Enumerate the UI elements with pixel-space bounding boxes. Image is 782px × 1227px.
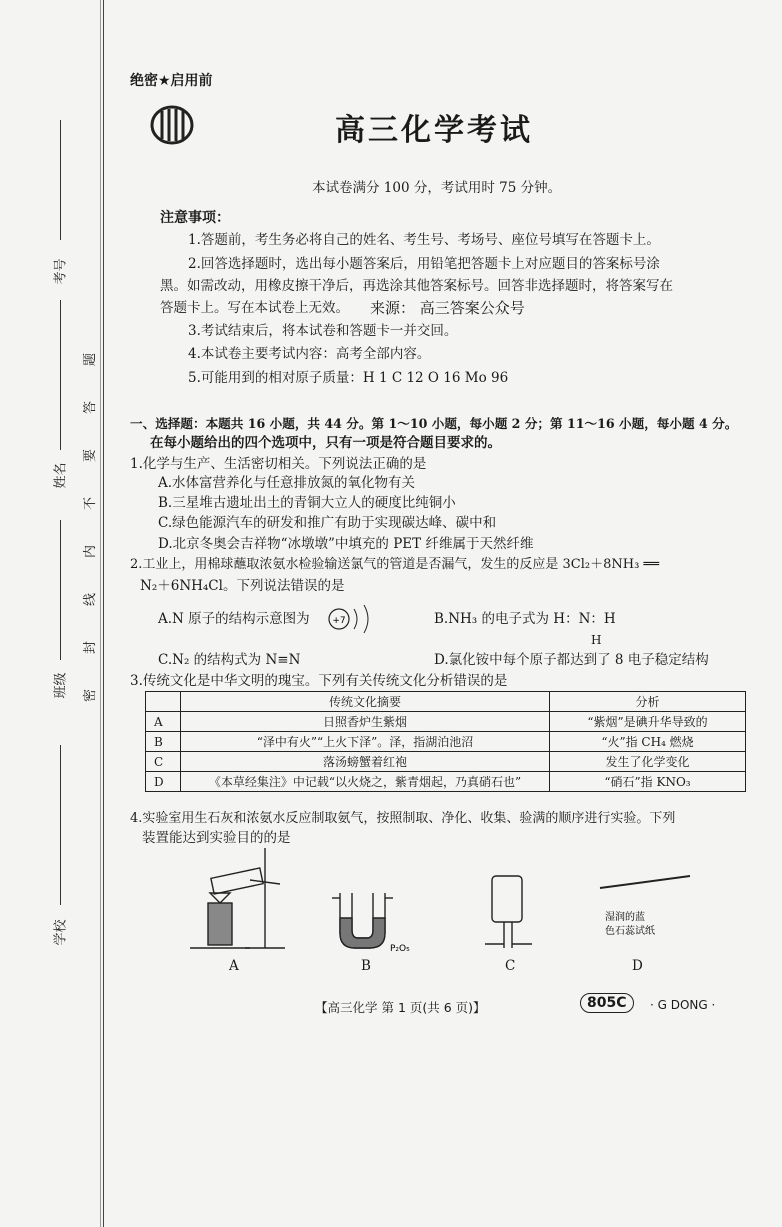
- logo-icon: [148, 103, 196, 147]
- table-cell: B: [146, 732, 181, 752]
- apparatus-d: [600, 876, 690, 888]
- notes-heading: 注意事项：: [160, 210, 230, 226]
- field-exam-no-line[interactable]: [60, 120, 61, 240]
- field-label-name: 姓名: [53, 462, 69, 489]
- apparatus-a: [190, 848, 285, 948]
- table-cell: A: [146, 712, 181, 732]
- question-1-option: C.绿色能源汽车的研发和推广有助于实现碳达峰、碳中和: [158, 515, 497, 531]
- table-cell: “硝石”指 KNO₃: [550, 772, 746, 792]
- seal-char: 封: [83, 640, 99, 655]
- table-row: [146, 752, 746, 772]
- question-2-option-c: C.N₂ 的结构式为 N≡N: [158, 652, 301, 668]
- watermark-text: 来源： 高三答案公众号: [370, 299, 525, 317]
- page-title: 高三化学考试: [335, 113, 533, 148]
- exam-meta: 本试卷满分 100 分，考试用时 75 分钟。: [312, 180, 562, 196]
- question-2-stem: 2.工业上，用棉球蘸取浓氨水检验输送氯气的管道是否漏气，发生的反应是 3Cl₂＋8NH₃ ══: [130, 557, 660, 572]
- brand-mark: · G DONG ·: [650, 998, 716, 1012]
- table-row: [146, 732, 746, 752]
- note-item: 4.本试卷主要考试内容：高考全部内容。: [188, 346, 431, 362]
- field-label-school: 学校: [53, 919, 69, 946]
- seal-char: 内: [83, 544, 99, 559]
- atom-structure-diagram: [326, 603, 376, 635]
- apparatus-label-b: B: [361, 958, 371, 974]
- electron-formula-h: H: [591, 633, 602, 647]
- field-label-class: 班级: [53, 672, 69, 699]
- seal-char: 线: [83, 592, 99, 607]
- seal-char: 题: [83, 352, 99, 367]
- field-name-line[interactable]: [60, 300, 61, 450]
- question-2-option-a: A.N 原子的结构示意图为: [158, 611, 310, 627]
- p2o5-label: P₂O₅: [390, 944, 410, 953]
- question-1-option: D.北京冬奥会吉祥物“冰墩墩”中填充的 PET 纤维属于天然纤维: [158, 536, 534, 552]
- note-item: 答题卡上。写在本试卷上无效。: [160, 300, 349, 316]
- apparatus-b: [332, 893, 393, 948]
- seal-char: 密: [83, 688, 99, 703]
- table-cell: D: [146, 772, 181, 792]
- table-cell: “紫烟”是碘升华导致的: [550, 712, 746, 732]
- table-cell: 发生了化学变化: [550, 752, 746, 772]
- binding-line: [103, 0, 104, 1227]
- note-item: 5.可能用到的相对原子质量：H 1 C 12 O 16 Mo 96: [188, 370, 509, 386]
- table-header-cell: [146, 692, 181, 712]
- question-4-stem: 4.实验室用生石灰和浓氨水反应制取氨气，按照制取、净化、收集、验满的顺序进行实验。下列: [130, 811, 676, 826]
- question-2-option-b: B.NH₃ 的电子式为 H：N：H: [434, 611, 616, 627]
- question-1-stem: 1.化学与生产、生活密切相关。下列说法正确的是: [130, 456, 427, 472]
- table-row: [146, 712, 746, 732]
- question-3-stem: 3.传统文化是中华文明的瑰宝。下列有关传统文化分析错误的是: [130, 673, 508, 689]
- page-footer: 【高三化学 第 1 页(共 6 页)】: [315, 1000, 486, 1015]
- apparatus-label-c: C: [505, 958, 516, 974]
- table-cell: 落汤螃蟹着红袍: [181, 752, 550, 772]
- apparatus-label-d: D: [632, 958, 643, 974]
- apparatus-label-a: A: [229, 958, 239, 974]
- binding-margin: [0, 0, 118, 1227]
- table-cell: 日照香炉生紫烟: [181, 712, 550, 732]
- seal-char: 要: [83, 448, 99, 463]
- field-class-line[interactable]: [60, 520, 61, 660]
- culture-table: [145, 691, 746, 792]
- field-label-exam-no: 考号: [53, 258, 69, 285]
- table-header-row: [146, 692, 746, 712]
- table-cell: C: [146, 752, 181, 772]
- question-4-stem-cont: 装置能达到实验目的的是: [142, 830, 291, 846]
- question-2-option-d: D.氯化铵中每个原子都达到了 8 电子稳定结构: [434, 652, 709, 668]
- atom-nucleus-label: +7: [332, 616, 346, 626]
- table-header-cell: 分析: [550, 692, 746, 712]
- question-1-option: A.水体富营养化与任意排放氮的氧化物有关: [158, 475, 416, 491]
- table-cell: 《本草经集注》中记载“以火烧之，紫青烟起，乃真硝石也”: [181, 772, 550, 792]
- binding-line-inner: [100, 0, 101, 1227]
- note-item: 黑。如需改动，用橡皮擦干净后，再选涂其他答案标号。回答非选择题时，将答案写在: [160, 278, 673, 294]
- section-heading: 一、选择题：本题共 16 小题，共 44 分。第 1～10 小题，每小题 2 分；第 11～16 小题，每小题 4 分。: [130, 416, 738, 431]
- paper-code-badge: 805C: [580, 993, 634, 1013]
- apparatus-c: [485, 876, 532, 948]
- litmus-label-1: 湿润的蓝: [605, 912, 645, 923]
- table-cell: “泽中有火”“上火下泽”。泽，指湖泊池沼: [181, 732, 550, 752]
- table-cell: “火”指 CH₄ 燃烧: [550, 732, 746, 752]
- apparatus-figures: [190, 848, 710, 953]
- table-header-cell: 传统文化摘要: [181, 692, 550, 712]
- seal-char: 答: [83, 400, 99, 415]
- classification-label: 绝密★启用前: [130, 73, 213, 89]
- question-2-stem-cont: N₂＋6NH₄Cl。下列说法错误的是: [140, 578, 345, 594]
- litmus-label-2: 色石蕊试纸: [605, 926, 655, 937]
- note-item: 1.答题前，考生务必将自己的姓名、考生号、考场号、座位号填写在答题卡上。: [188, 232, 660, 248]
- table-row: [146, 772, 746, 792]
- field-school-line[interactable]: [60, 745, 61, 905]
- seal-char: 不: [83, 496, 99, 511]
- question-1-option: B.三星堆古遗址出土的青铜大立人的硬度比纯铜小: [158, 495, 456, 511]
- note-item: 2.回答选择题时，选出每小题答案后，用铅笔把答题卡上对应题目的答案标号涂: [188, 256, 660, 272]
- note-item: 3.考试结束后，将本试卷和答题卡一并交回。: [188, 323, 458, 339]
- section-instruction: 在每小题给出的四个选项中，只有一项是符合题目要求的。: [150, 435, 501, 451]
